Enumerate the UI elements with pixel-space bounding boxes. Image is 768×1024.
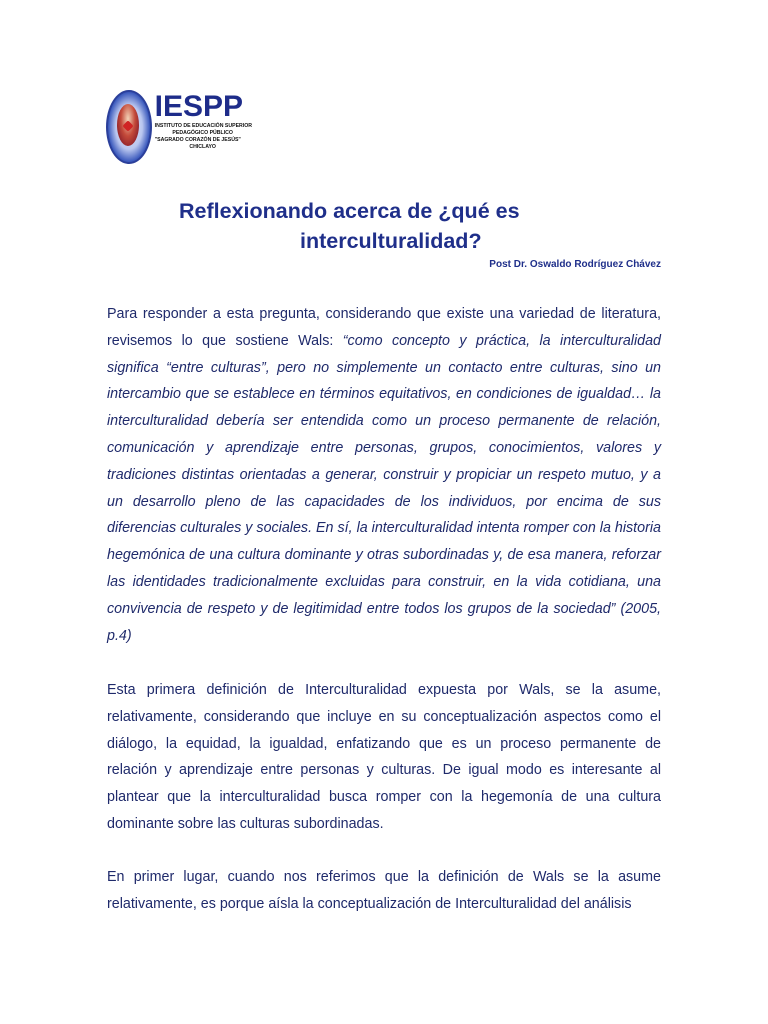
title-line-1: Reflexionando acerca de ¿qué es	[179, 199, 520, 223]
paragraph-3: En primer lugar, cuando nos referimos que la definición de Wals se la asume relativamente, es porque aísla la conceptualización de Interculturalidad del análisis	[107, 869, 661, 912]
paragraph-1	[107, 301, 661, 649]
title-line-2: interculturalidad?	[300, 229, 482, 253]
author-byline: Post Dr. Oswaldo Rodríguez Chávez	[489, 259, 661, 270]
sacred-heart-seal-icon	[106, 90, 152, 164]
logo-line-2: PEDAGÓGICO PÚBLICO	[172, 130, 233, 136]
logo-line-4: CHICLAYO	[189, 144, 216, 150]
logo-text	[155, 89, 252, 162]
logo-line-1: INSTITUTO DE EDUCACIÓN SUPERIOR	[154, 123, 252, 129]
logo-title: IESPP	[154, 90, 244, 123]
institution-logo	[106, 89, 252, 162]
paragraph-1-intro: Para responder a esta pregunta, considerando que existe una variedad de literatura, revisemos lo que sostiene Wals:	[107, 306, 661, 349]
wals-quote: “como concepto y práctica, la interculturalidad significa “entre culturas”, pero no simplemente un contacto entre culturas, sino un intercambio que se establece en términos equitativos, en condiciones de igualdad… la interculturalidad debería ser entendida como un proceso permanente de relación, comunicación y aprendizaje entre personas, grupos, conocimientos, valores y tradiciones distintas orientadas a generar, construir y propiciar un respeto mutuo, y a un desarrollo pleno de las capacidades de los individuos, por encima de sus diferencias culturales y sociales. En sí, la interculturalidad intenta romper con la historia hegemónica de una cultura dominante y otras subordinadas y, de esa manera, reforzar las identidades tradicionalmente excluidas para construir, en la vida cotidiana, una convivencia de respeto y de legitimidad entre todos los grupos de la sociedad” (2005, p.4)	[107, 332, 661, 644]
paragraph-2: Esta primera definición de Interculturalidad expuesta por Wals, se la asume, relativamente, considerando que incluye en su conceptualización aspectos como el diálogo, la equidad, la igualdad, enfatizando que es un proceso permanente de relación y aprendizaje entre personas y culturas. De igual modo es interesante al plantear que la interculturalidad busca romper con la hegemonía de una cultura dominante sobre las culturas subordinadas.	[107, 682, 661, 832]
logo-line-3: "SAGRADO CORAZÓN DE JESÚS"	[154, 137, 241, 143]
